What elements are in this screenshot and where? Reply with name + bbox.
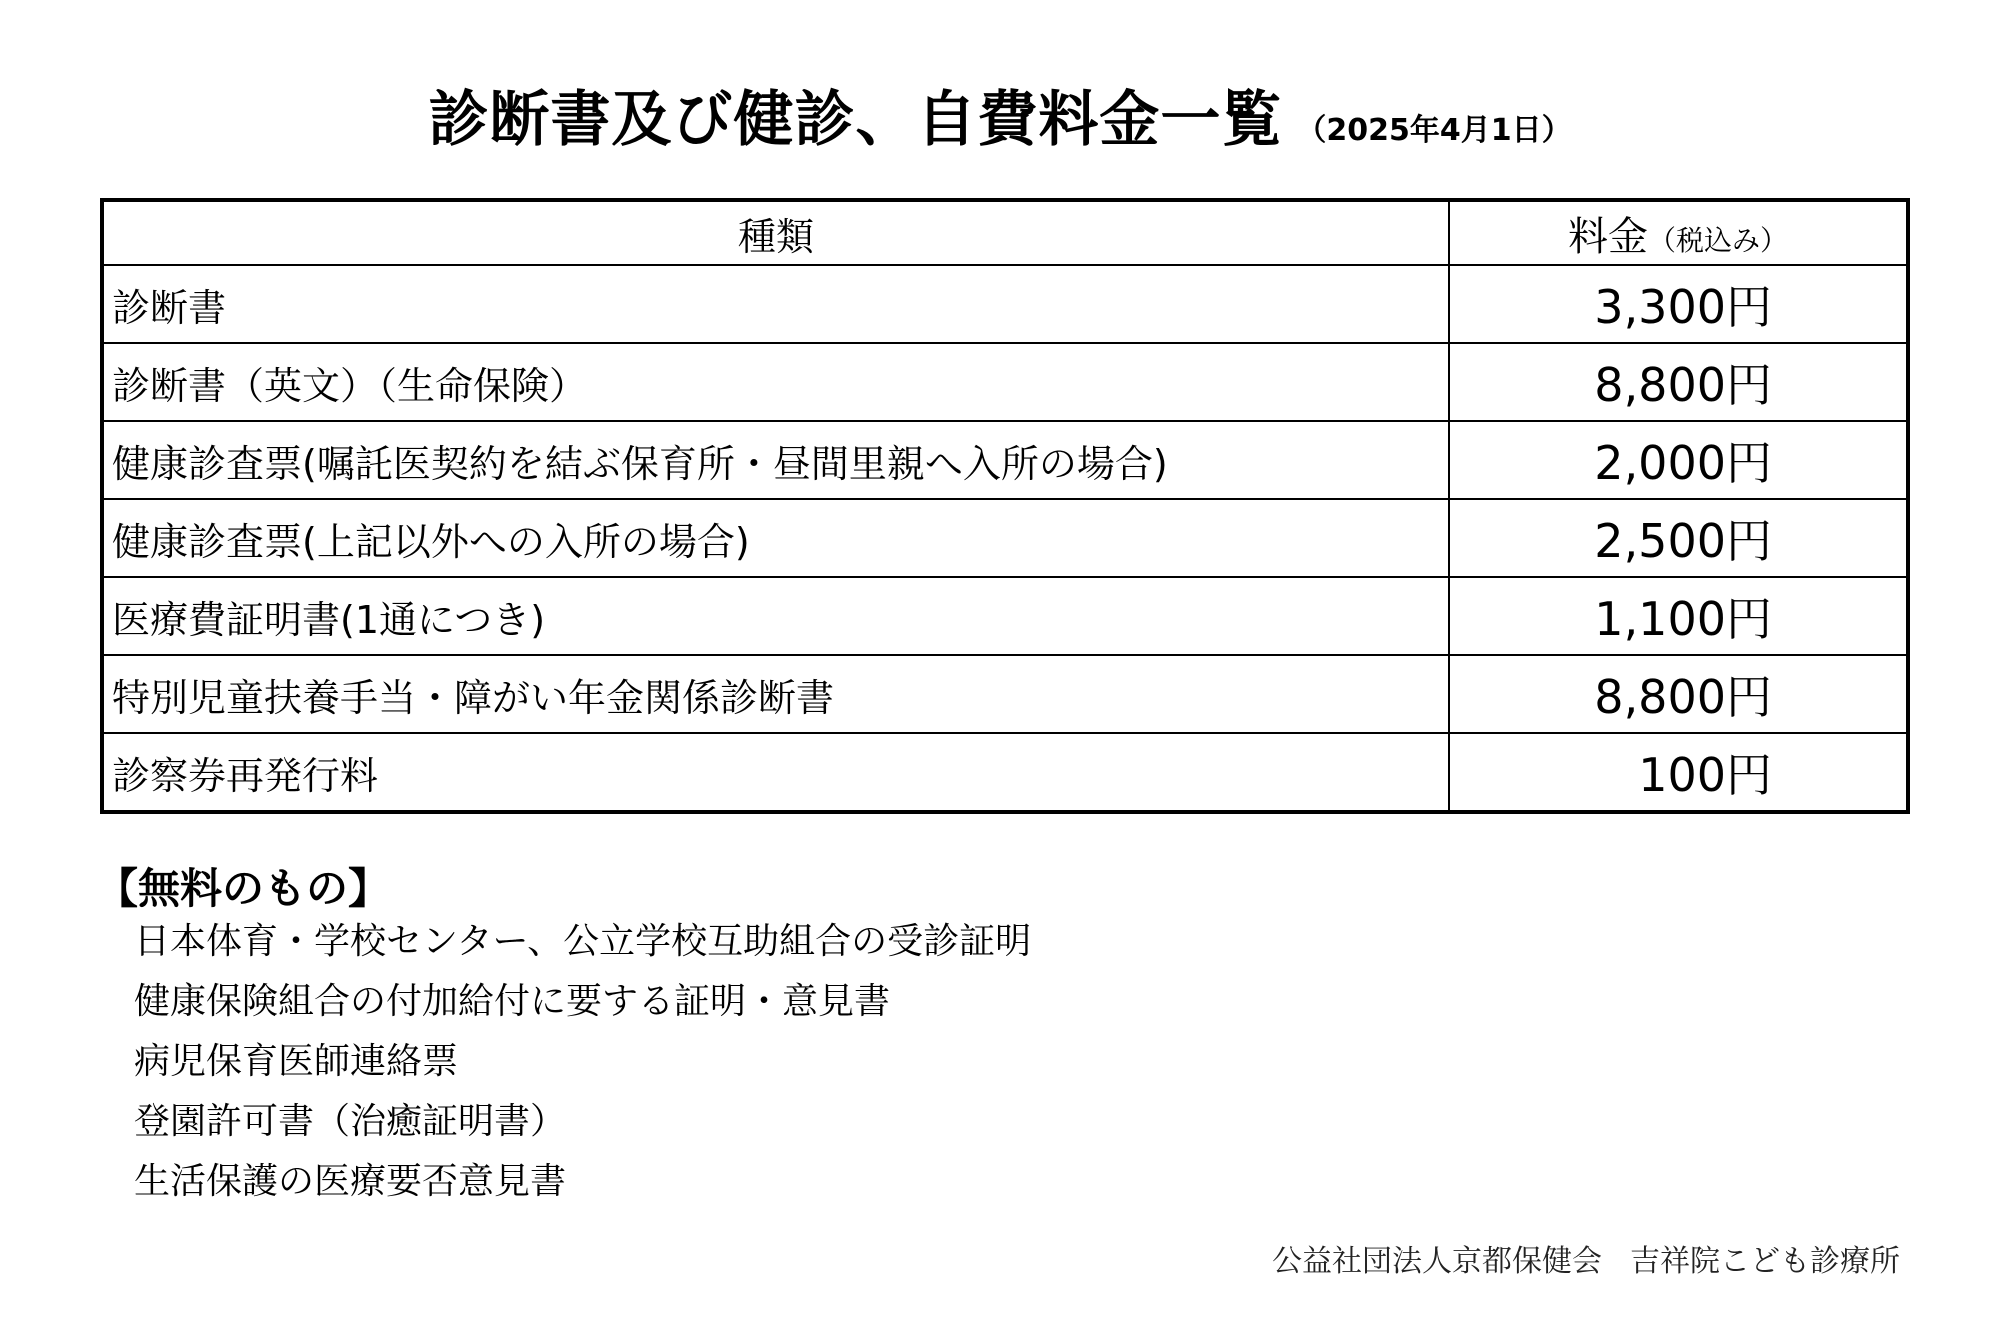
row-kind: 診断書（英文）（生命保険） [102, 343, 1449, 421]
row-kind: 診察券再発行料 [102, 733, 1449, 812]
table-row [102, 577, 1908, 655]
row-price: 100円 [1449, 733, 1908, 812]
table-row [102, 499, 1908, 577]
table-row [102, 421, 1908, 499]
row-kind: 医療費証明書(1通につき) [102, 577, 1449, 655]
effective-date: （2025年4月1日） [1296, 113, 1572, 148]
page-title-row [0, 72, 2000, 158]
free-items-list [134, 912, 1031, 1212]
list-item: 病児保育医師連絡票 [134, 1041, 459, 1082]
row-price: 8,800円 [1449, 343, 1908, 421]
header-price [1449, 200, 1908, 265]
header-kind: 種類 [102, 200, 1449, 265]
row-price: 2,000円 [1449, 421, 1908, 499]
header-price-note: （税込み） [1647, 223, 1788, 257]
footer-organization: 公益社団法人京都保健会 [1272, 1244, 1602, 1279]
header-price-label: 料金 [1567, 213, 1648, 260]
fee-table-header-row [102, 200, 1908, 265]
table-row [102, 655, 1908, 733]
table-row [102, 265, 1908, 343]
list-item: 生活保護の医療要否意見書 [134, 1161, 567, 1202]
row-kind: 特別児童扶養手当・障がい年金関係診断書 [102, 655, 1449, 733]
row-kind: 健康診査票(上記以外への入所の場合) [102, 499, 1449, 577]
page-title: 診断書及び健診、自費料金一覧 [428, 85, 1283, 155]
row-price: 8,800円 [1449, 655, 1908, 733]
list-item: 健康保険組合の付加給付に要する証明・意見書 [134, 981, 891, 1022]
fee-table [100, 198, 1910, 814]
footer-credit [1272, 1236, 1900, 1280]
row-price: 2,500円 [1449, 499, 1908, 577]
row-price: 1,100円 [1449, 577, 1908, 655]
row-kind: 診断書 [102, 265, 1449, 343]
free-items-heading: 【無料のもの】 [96, 864, 391, 913]
row-kind: 健康診査票(嘱託医契約を結ぶ保育所・昼間里親へ入所の場合) [102, 421, 1449, 499]
list-item: 日本体育・学校センター、公立学校互助組合の受診証明 [134, 921, 1032, 962]
footer-clinic: 吉祥院こども診療所 [1630, 1244, 1900, 1279]
table-row [102, 733, 1908, 812]
table-row [102, 343, 1908, 421]
row-price: 3,300円 [1449, 265, 1908, 343]
list-item: 登園許可書（治癒証明書） [134, 1101, 567, 1142]
